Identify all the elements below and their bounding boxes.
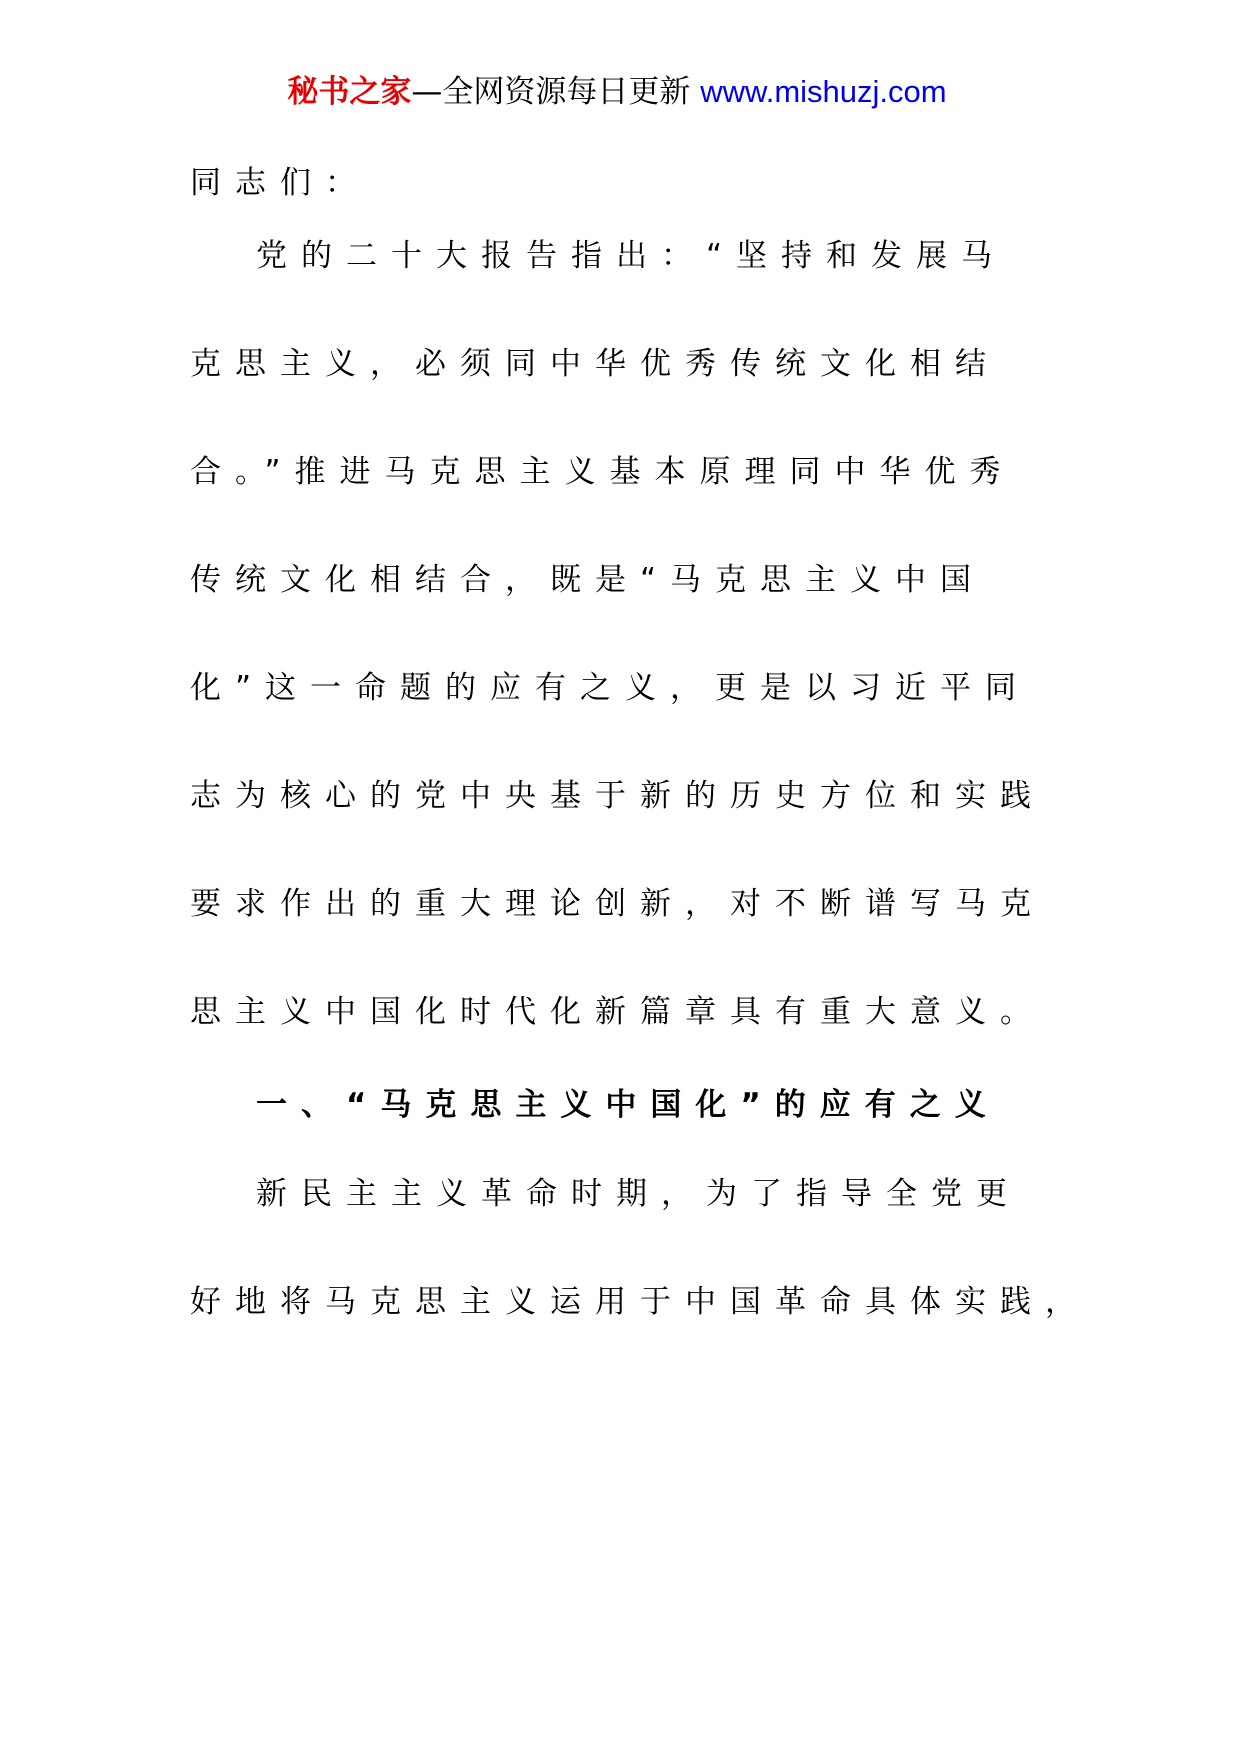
paragraph-line: 要求作出的重大理论创新，对不断谱写马克	[190, 886, 1045, 922]
paragraph-line: 党的二十大报告指出：“坚持和发展马	[256, 238, 1007, 274]
paragraph-line: 传统文化相结合，既是“马克思主义中国	[190, 562, 986, 598]
brand-name: 秘书之家	[287, 74, 412, 110]
paragraph-line: 好地将马克思主义运用于中国革命具体实践，	[190, 1284, 1090, 1320]
paragraph-line: 志为核心的党中央基于新的历史方位和实践	[190, 778, 1045, 814]
paragraph-line: 新民主主义革命时期，为了指导全党更	[256, 1176, 1021, 1212]
site-url-link[interactable]: www.mishuzj.com	[700, 74, 947, 109]
paragraph-line: 克思主义，必须同中华优秀传统文化相结	[190, 346, 1000, 382]
page-header	[0, 72, 1234, 112]
paragraph-line: 合。”推进马克思主义基本原理同中华优秀	[190, 454, 1015, 490]
paragraph-line: 化”这一命题的应有之义，更是以习近平同	[190, 670, 1031, 706]
header-tagline: —全网资源每日更新	[411, 74, 701, 110]
section-heading: 一、“马克思主义中国化”的应有之义	[256, 1087, 1000, 1123]
salutation: 同志们：	[190, 165, 370, 201]
paragraph-line: 思主义中国化时代化新篇章具有重大意义。	[190, 994, 1045, 1030]
